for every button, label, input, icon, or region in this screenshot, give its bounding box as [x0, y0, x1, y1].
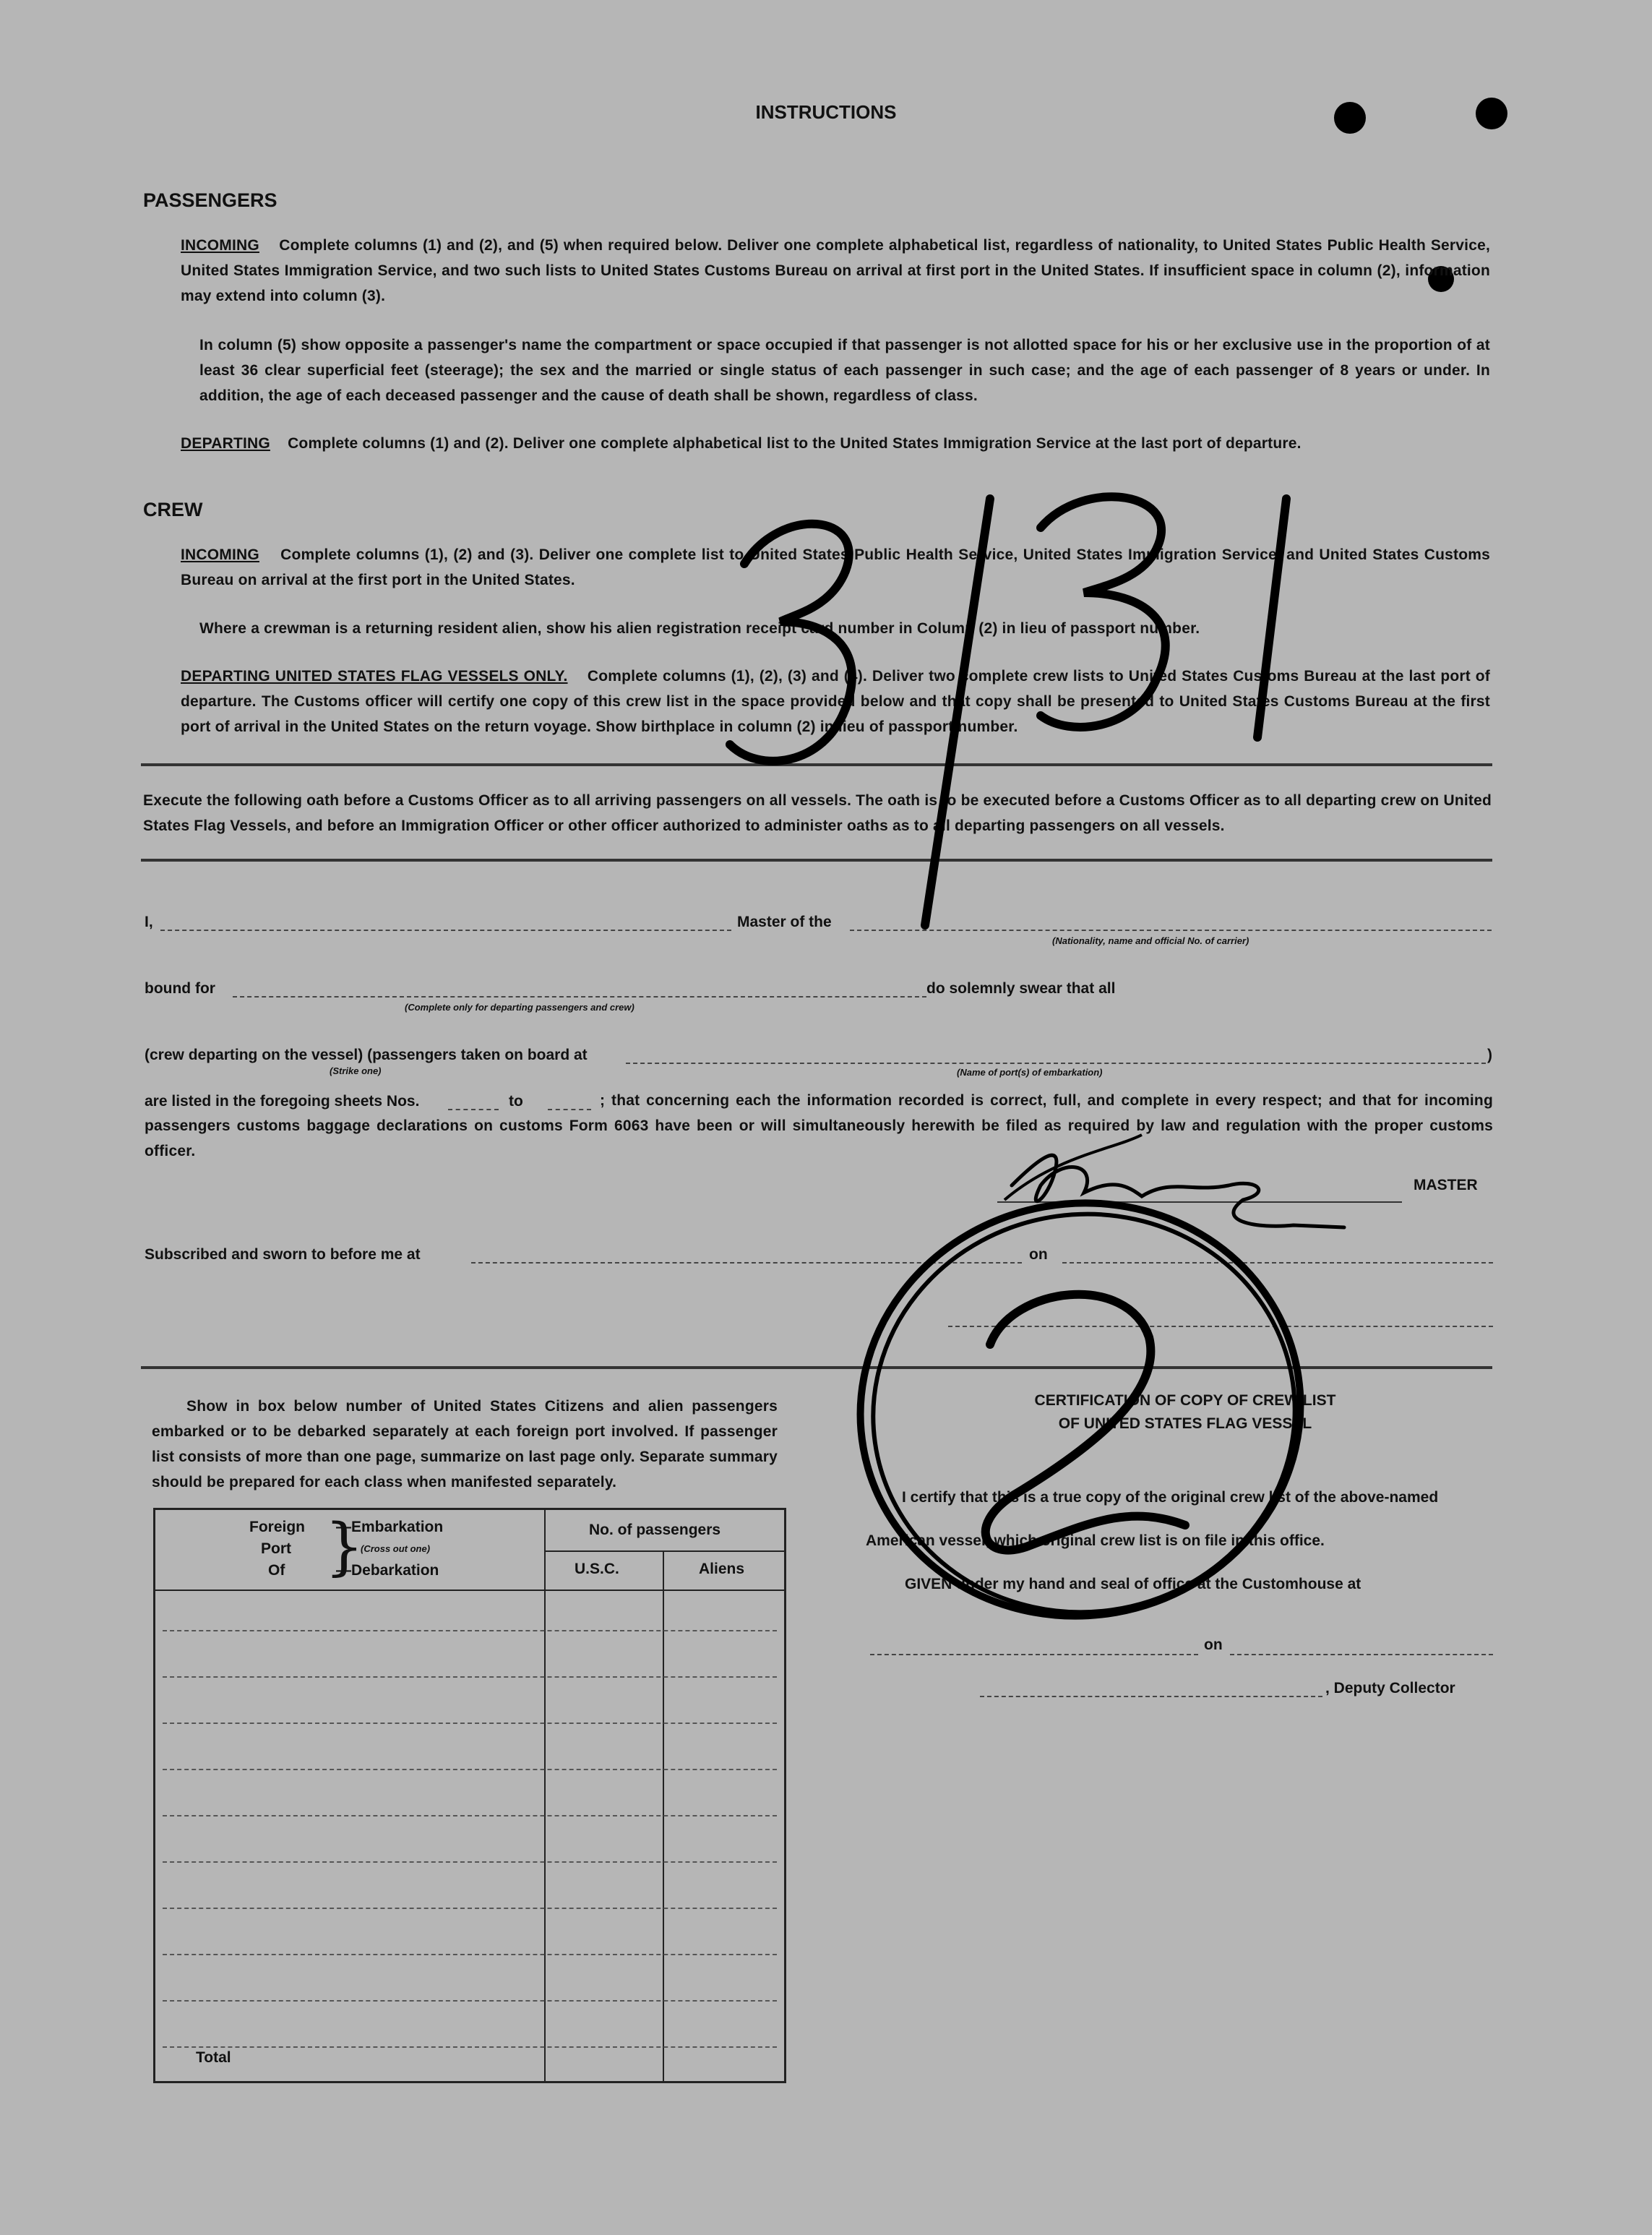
master-label: MASTER [1414, 1177, 1478, 1193]
master-of-the-label: Master of the [737, 914, 832, 930]
crew-departing-text: Complete columns (1), (2), (3) and (4). Deliver two complete crew lists to United States Customs Bureau at the last port of departure. The Customs officer will certify one copy of this crew list in the space provided below and that copy shall be presented to United States Customs Bureau at the first port of arrival in the United States on the return voyage. Show birthplace in column (2) in lieu of passport number. [181, 668, 1491, 735]
close-paren: ) [1487, 1047, 1492, 1063]
no-passengers-label: No. of passengers [589, 1522, 721, 1538]
oath-i-label: I, [145, 914, 153, 930]
oath-intro: Execute the following oath before a Customs Officer as to all arriving passengers on all vessels. The oath is to be executed before a Customs Officer as to all departing crew on United States Flag Vessels, and before an Immigration Officer or other officer authorized to administer oaths as to all departing passengers on all vessels. [143, 792, 1492, 834]
strike-one-note: (Strike one) [330, 1065, 382, 1076]
crew-incoming-label: INCOMING [181, 546, 259, 563]
listed-text-b: ; that concerning each the information recorded is correct, full, and complete in every respect; and that for incoming passengers customs baggage declarations on customs Form 6063 have been or will simultaneously herewith be filed as required by law and regulation with the proper customs officer. [145, 1092, 1493, 1159]
total-label: Total [196, 2049, 231, 2066]
crew-departing-label: DEPARTING UNITED STATES FLAG VESSELS ONLY. [181, 668, 568, 685]
subscribed-on-label: on [1029, 1246, 1048, 1263]
passengers-incoming-text: Complete columns (1) and (2), and (5) when required below. Deliver one complete alphabetical list, regardless of nationality, to United States Public Health Service, United States Immigration Service, and two such lists to United States Customs Bureau on arrival at first port in the United States. If insufficient space in column (2), information may extend into column (3). [181, 237, 1490, 304]
foreign-label: Foreign [249, 1519, 305, 1535]
certification-on-label: on [1204, 1636, 1223, 1653]
usc-column-header: U.S.C. [575, 1561, 619, 1577]
port-label: Port [261, 1540, 291, 1557]
deputy-collector-label: , Deputy Collector [1325, 1680, 1455, 1696]
embarkation-label: —Embarkation [336, 1519, 444, 1535]
crew-departing-strike: (crew departing on the vessel) (passengers taken on board at [145, 1047, 588, 1063]
listed-to: to [509, 1093, 523, 1110]
certification-line-3: GIVEN under my hand and seal of office at the Customhouse at [905, 1576, 1361, 1592]
of-label: Of [268, 1562, 285, 1579]
port-note: (Name of port(s) of embarkation) [957, 1067, 1103, 1078]
certification-line-2: American vessel, which original crew list is on file in this office. [866, 1532, 1325, 1549]
solemnly-swear-text: do solemnly swear that all [926, 980, 1116, 997]
crew-resident: Where a crewman is a returning resident alien, show his alien registration receipt card number in Column (2) in lieu of passport number. [199, 620, 1200, 637]
listed-text-a: are listed in the foregoing sheets Nos. [145, 1093, 420, 1110]
certification-title-1: CERTIFICATION OF COPY OF CREW LIST [1034, 1392, 1336, 1409]
passengers-incoming-label: INCOMING [181, 237, 259, 254]
passengers-departing-text: Complete columns (1) and (2). Deliver one complete alphabetical list to the United States Immigration Service at the last port of departure. [288, 435, 1302, 452]
certification-title-2: OF UNITED STATES FLAG VESSEL [1058, 1415, 1312, 1432]
passengers-column5: In column (5) show opposite a passenger's name the compartment or space occupied if that passenger is not allotted space for his or her exclusive use in the proportion of at least 36 clear superficial feet (steerage); the sex and the married or single status of each passenger in such case; and the age of each passenger of 8 years or under. In addition, the age of each deceased passenger and the cause of death shall be shown, regardless of class. [199, 337, 1490, 404]
nationality-note: (Nationality, name and official No. of carrier) [1052, 935, 1249, 946]
subscribed-label: Subscribed and sworn to before me at [145, 1246, 421, 1263]
brace-icon: } [324, 1511, 364, 1583]
passengers-departing-label: DEPARTING [181, 435, 270, 452]
passengers-heading: PASSENGERS [143, 189, 278, 211]
summary-instructions: Show in box below number of United States Citizens and alien passengers embarked or to be debarked separately at each foreign port involved. If passenger list consists of more than one page, summarize on last page only. Separate summary should be prepared for each class when manifested separately. [152, 1398, 778, 1490]
aliens-column-header: Aliens [699, 1561, 745, 1577]
cross-out-note: (Cross out one) [361, 1543, 431, 1554]
bound-for-label: bound for [145, 980, 215, 997]
crew-incoming-text: Complete columns (1), (2) and (3). Deliver one complete list to United States Public Health Service, United States Immigration Service, and United States Customs Bureau on arrival at the first port in the United States. [181, 546, 1491, 588]
crew-heading: CREW [143, 499, 203, 520]
complete-only-note: (Complete only for departing passengers and crew) [405, 1002, 634, 1013]
debarkation-label: —Debarkation [336, 1562, 439, 1579]
page-title: INSTRUCTIONS [755, 101, 897, 123]
certification-line-1: I certify that this is a true copy of the original crew list of the above-named [902, 1489, 1439, 1506]
